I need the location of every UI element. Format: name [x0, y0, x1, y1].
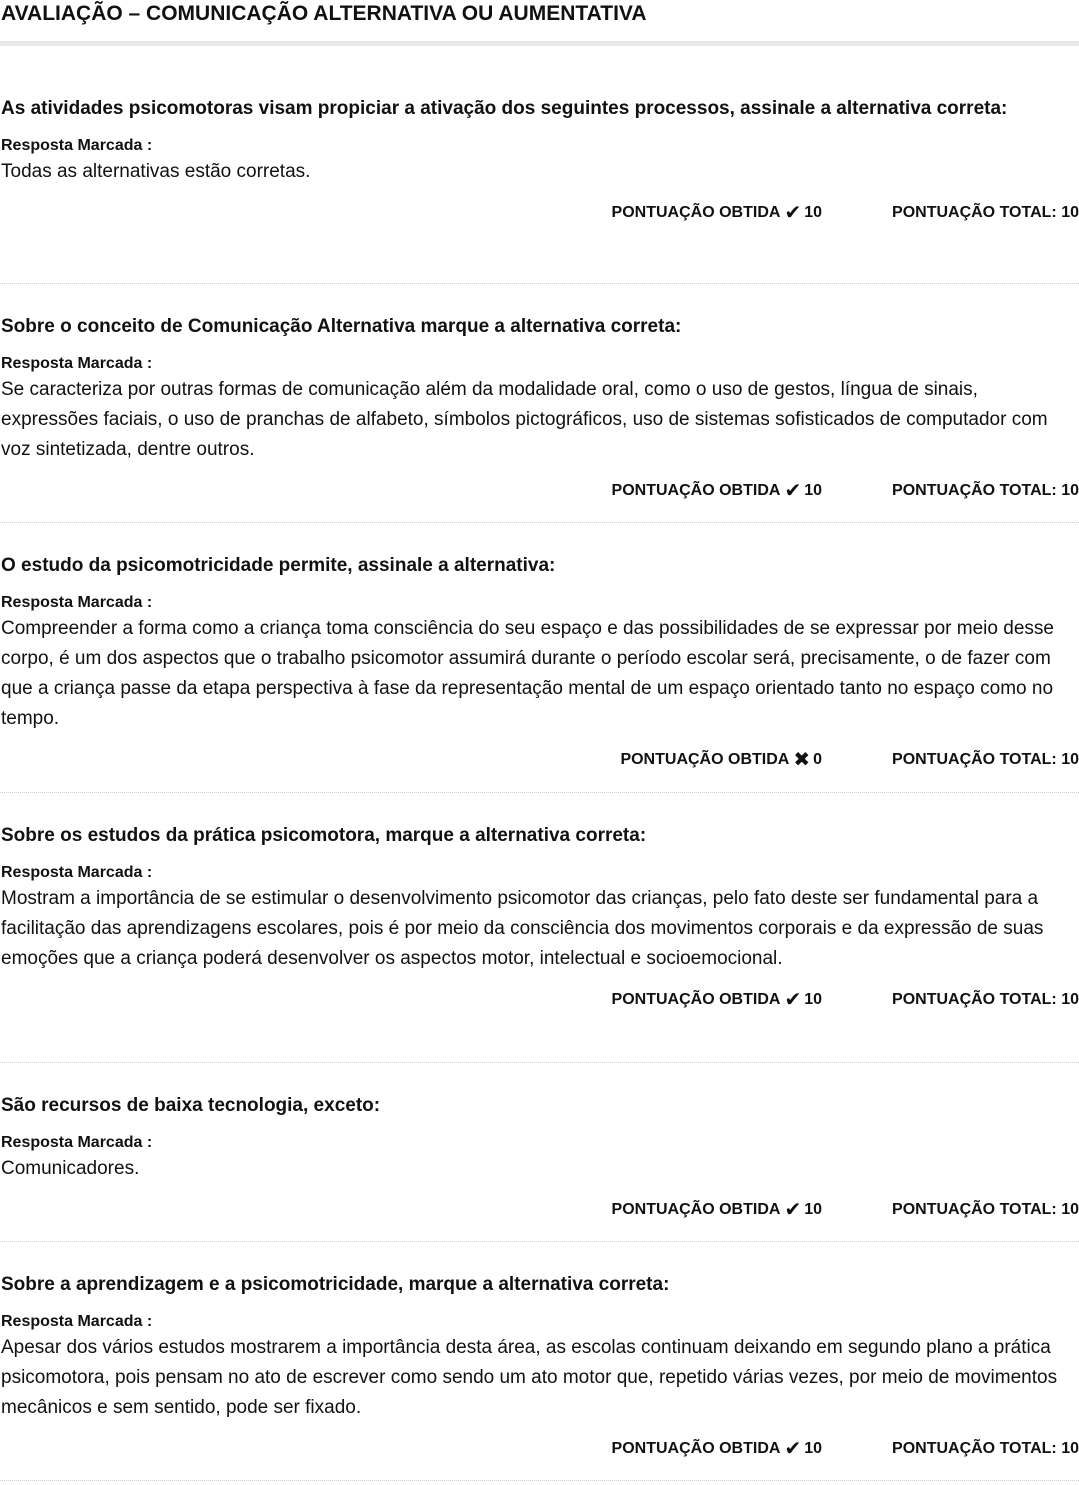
question-text: São recursos de baixa tecnologia, exceto:	[1, 1095, 381, 1116]
title-divider	[0, 41, 1079, 46]
score-total	[868, 1440, 1079, 1458]
question-block	[0, 94, 1079, 284]
total-value: 10	[1061, 1201, 1079, 1218]
total-label: PONTUAÇÃO TOTAL:	[892, 751, 1057, 768]
score-obtained	[584, 203, 822, 223]
question-text: Sobre a aprendizagem e a psicomotricidade, marque a alternativa correta:	[1, 1274, 670, 1295]
check-icon: ✔	[784, 202, 802, 224]
check-icon: ✔	[784, 989, 802, 1011]
check-icon: ✔	[784, 1438, 802, 1460]
score-total	[868, 751, 1079, 769]
obtained-value: 10	[804, 204, 822, 221]
total-value: 10	[1061, 1440, 1079, 1457]
answer-text: Todas as alternativas estão corretas.	[1, 161, 311, 182]
obtained-label: PONTUAÇÃO OBTIDA	[611, 1201, 781, 1218]
answer-label: Resposta Marcada :	[1, 355, 153, 372]
obtained-label: PONTUAÇÃO OBTIDA	[620, 751, 790, 768]
obtained-value: 10	[804, 1440, 822, 1457]
total-label: PONTUAÇÃO TOTAL:	[892, 1440, 1057, 1457]
obtained-label: PONTUAÇÃO OBTIDA	[611, 204, 781, 221]
total-label: PONTUAÇÃO TOTAL:	[892, 204, 1057, 221]
score-obtained	[584, 1200, 822, 1220]
question-list	[0, 94, 1079, 1481]
score-row	[0, 479, 1079, 503]
score-obtained	[584, 481, 822, 501]
answer-label: Resposta Marcada :	[1, 594, 153, 611]
cross-icon: ✖	[793, 749, 811, 771]
score-obtained	[584, 750, 822, 770]
total-value: 10	[1061, 751, 1079, 768]
answer-label: Resposta Marcada :	[1, 137, 153, 154]
answer-label: Resposta Marcada :	[1, 1313, 153, 1330]
score-row	[0, 201, 1079, 225]
obtained-label: PONTUAÇÃO OBTIDA	[611, 482, 781, 499]
score-obtained	[584, 990, 822, 1010]
obtained-value: 10	[804, 482, 822, 499]
score-total	[868, 204, 1079, 222]
answer-text: Compreender a forma como a criança toma consciência do seu espaço e das possibilidades de se expressar por meio desse corpo, é um dos aspectos que o trabalho psicomotor assumirá durante o período escolar será, precisamente, o de fazer com que a criança passe da etapa perspectiva à fase da representação mental de um espaço orientado tanto no espaço como no tempo.	[1, 618, 1054, 729]
question-block	[0, 1242, 1079, 1481]
question-block	[0, 284, 1079, 523]
answer-text: Comunicadores.	[1, 1158, 140, 1179]
score-total	[868, 991, 1079, 1009]
score-row	[0, 748, 1079, 772]
answer-text: Apesar dos vários estudos mostrarem a importância desta área, as escolas continuam deixando em segundo plano a prática psicomotora, pois pensam no ato de escrever como sendo um ato motor que, repetido várias vezes, por meio de movimentos mecânicos e sem sentido, pode ser fixado.	[1, 1337, 1058, 1418]
check-icon: ✔	[784, 1199, 802, 1221]
question-text: As atividades psicomotoras visam propiciar a ativação dos seguintes processos, assinale a alternativa correta:	[1, 98, 1008, 119]
score-row	[0, 988, 1079, 1012]
score-total	[868, 482, 1079, 500]
obtained-value: 10	[804, 991, 822, 1008]
question-text: O estudo da psicomotricidade permite, assinale a alternativa:	[1, 555, 556, 576]
question-block	[0, 523, 1079, 793]
obtained-label: PONTUAÇÃO OBTIDA	[611, 1440, 781, 1457]
answer-label: Resposta Marcada :	[1, 864, 153, 881]
score-row	[0, 1437, 1079, 1461]
page-title: AVALIAÇÃO – COMUNICAÇÃO ALTERNATIVA OU AUMENTATIVA	[1, 2, 647, 25]
obtained-label: PONTUAÇÃO OBTIDA	[611, 991, 781, 1008]
total-label: PONTUAÇÃO TOTAL:	[892, 1201, 1057, 1218]
answer-text: Mostram a importância de se estimular o desenvolvimento psicomotor das crianças, pelo fato deste ser fundamental para a facilitação das aprendizagens escolares, pois é por meio da consciência dos movimentos corporais e da expressão de suas emoções que a criança poderá desenvolver os aspectos motor, intelectual e socioemocional.	[1, 888, 1044, 969]
score-obtained	[584, 1439, 822, 1459]
total-value: 10	[1061, 482, 1079, 499]
obtained-value: 10	[804, 1201, 822, 1218]
question-block	[0, 1063, 1079, 1242]
check-icon: ✔	[784, 480, 802, 502]
score-total	[868, 1201, 1079, 1219]
question-text: Sobre o conceito de Comunicação Alternativa marque a alternativa correta:	[1, 316, 682, 337]
answer-text: Se caracteriza por outras formas de comunicação além da modalidade oral, como o uso de gestos, língua de sinais, expressões faciais, o uso de pranchas de alfabeto, símbolos pictográficos, uso de sistemas sofisticados de computador com voz sintetizada, dentre outros.	[1, 379, 1048, 460]
answer-label: Resposta Marcada :	[1, 1134, 153, 1151]
total-value: 10	[1061, 991, 1079, 1008]
score-row	[0, 1198, 1079, 1222]
question-block	[0, 793, 1079, 1063]
obtained-value: 0	[813, 751, 822, 768]
total-value: 10	[1061, 204, 1079, 221]
total-label: PONTUAÇÃO TOTAL:	[892, 482, 1057, 499]
total-label: PONTUAÇÃO TOTAL:	[892, 991, 1057, 1008]
question-text: Sobre os estudos da prática psicomotora, marque a alternativa correta:	[1, 825, 647, 846]
